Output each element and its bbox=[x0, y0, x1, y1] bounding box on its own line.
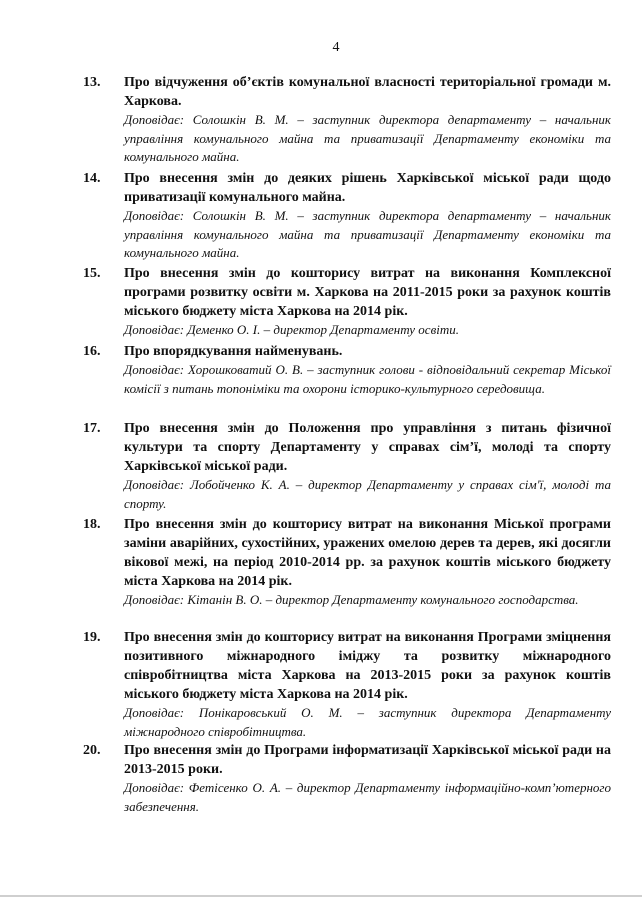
page-number: 4 bbox=[332, 40, 340, 55]
item-title: Про внесення змін до Програми інформатизації Харківської міської ради на 2013-2015 роки. bbox=[124, 743, 611, 777]
item-speaker: Доповідає: Хорошковатий О. В. – заступник голови - відповідальний секретар Міської комісії з питань топоніміки та охорони історико-культурного середовища. bbox=[124, 362, 611, 396]
agenda-item-18 bbox=[83, 515, 611, 610]
item-number: 17. bbox=[83, 421, 101, 436]
item-title: Про внесення змін до деяких рішень Харківської міської ради щодо приватизації комунального майна. bbox=[124, 171, 611, 205]
item-title: Про відчуження об’єктів комунальної власності територіальної громади м. Харкова. bbox=[124, 75, 611, 109]
item-title: Про внесення змін до кошторису витрат на виконання Програми зміцнення позитивного міжнародного іміджу та розвитку міжнародного співробітництва міста Харкова на 2013-2015 роки за рахунок коштів міського бюджету міста Харкова на 2014 рік. bbox=[124, 630, 611, 702]
agenda-item-13 bbox=[83, 73, 611, 167]
item-title: Про внесення змін до Положення про управління з питань фізичної культури та спорту Департаменту у справах сім’ї, молоді та спорту Харківської міської ради. bbox=[124, 421, 611, 474]
item-number: 13. bbox=[83, 75, 101, 90]
item-number: 18. bbox=[83, 517, 101, 532]
agenda-item-20 bbox=[83, 741, 611, 816]
agenda-item-17 bbox=[83, 419, 611, 513]
item-title: Про внесення змін до кошторису витрат на виконання Міської програми заміни аварійних, сухостійних, уражених омелою дерев та дерев, які досягли вікової межі, на період 2010-2014 рр. за рахунок коштів міського бюджету міста Харкова на 2014 рік. bbox=[124, 517, 611, 589]
item-number: 19. bbox=[83, 630, 101, 645]
item-speaker: Доповідає: Солошкін В. М. – заступник директора департаменту – начальник управління комунального майна та приватизації Департаменту економіки та комунального майна. bbox=[124, 112, 611, 164]
item-speaker: Доповідає: Кітанін В. О. – директор Департаменту комунального господарства. bbox=[124, 592, 579, 607]
item-speaker: Доповідає: Солошкін В. М. – заступник директора департаменту – начальник управління комунального майна та приватизації Департаменту економіки та комунального майна. bbox=[124, 208, 611, 260]
agenda-item-14 bbox=[83, 169, 611, 263]
item-speaker: Доповідає: Деменко О. І. – директор Департаменту освіти. bbox=[124, 322, 459, 337]
agenda-item-15 bbox=[83, 264, 611, 340]
agenda-item-19 bbox=[83, 628, 611, 741]
item-number: 16. bbox=[83, 344, 101, 359]
item-speaker: Доповідає: Фетісенко О. А. – директор Департаменту інформаційно-комп’ютерного забезпечення. bbox=[124, 780, 611, 814]
item-number: 15. bbox=[83, 266, 101, 281]
item-speaker: Доповідає: Понікаровський О. М. – заступник директора Департаменту міжнародного співробітництва. bbox=[124, 705, 611, 739]
item-speaker: Доповідає: Лобойченко К. А. – директор Департаменту у справах сім'ї, молоді та спорту. bbox=[124, 477, 611, 511]
item-number: 20. bbox=[83, 743, 101, 758]
item-title: Про внесення змін до кошторису витрат на виконання Комплексної програми розвитку освіти м. Харкова на 2011-2015 роки за рахунок коштів міського бюджету міста Харкова на 2014 рік. bbox=[124, 266, 611, 319]
agenda-item-16 bbox=[83, 342, 611, 398]
item-title: Про впорядкування найменувань. bbox=[124, 344, 343, 359]
item-number: 14. bbox=[83, 171, 101, 186]
